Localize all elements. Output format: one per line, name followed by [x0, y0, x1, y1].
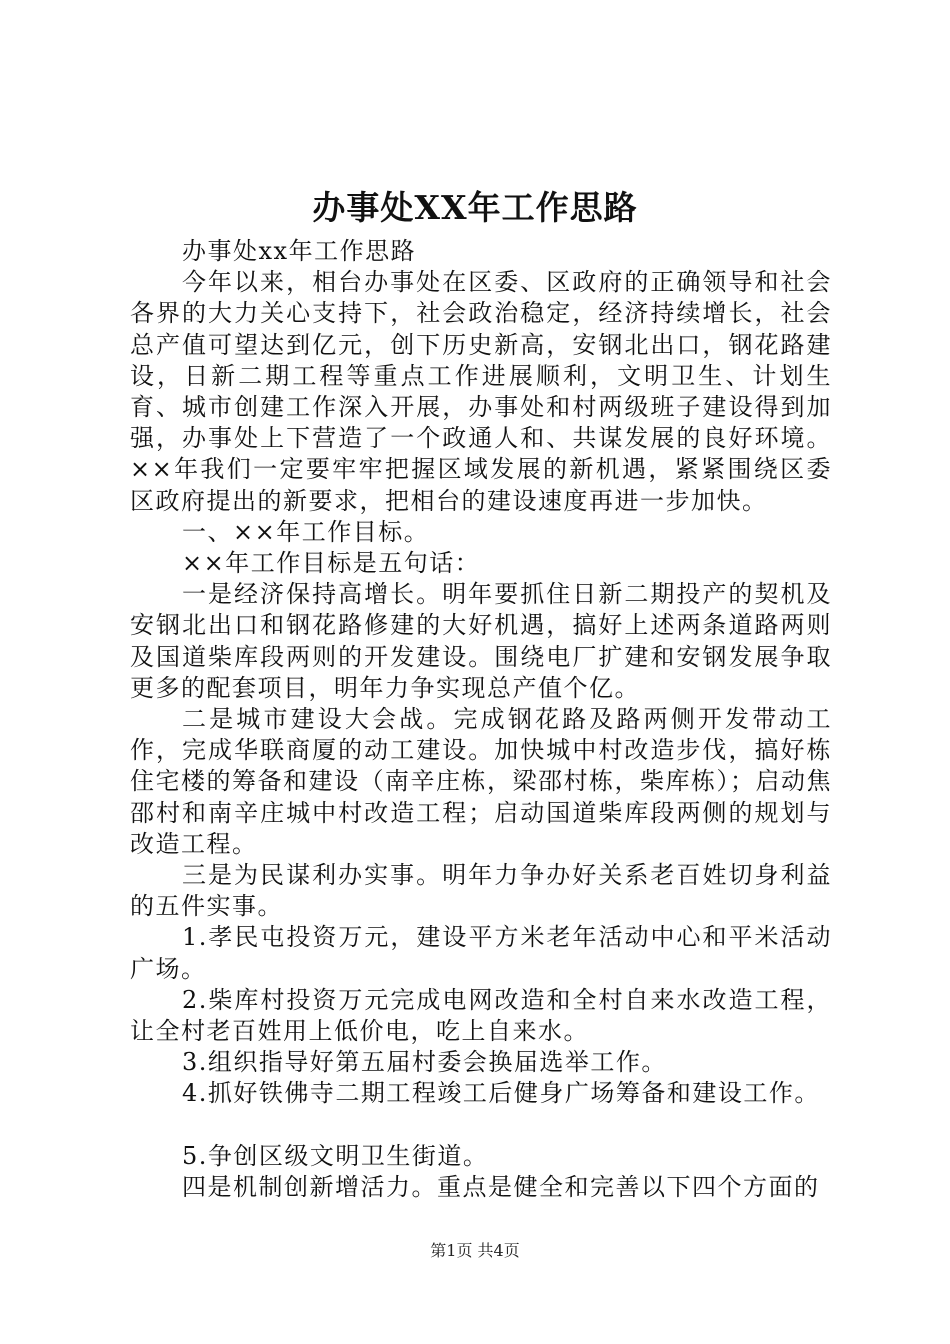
goal-three-paragraph: 三是为民谋利办实事。明年力争办好关系老百姓切身利益的五件实事。: [130, 861, 832, 921]
goal-two-paragraph: 二是城市建设大会战。完成钢花路及路两侧开发带动工作，完成华联商厦的动工建设。加快城中村改造步伐，搞好栋住宅楼的筹备和建设（南辛庄栋，梁邵村栋，柴库栋）；启动焦邵村和南辛庄城中村改造工程；启动国道柴库段两侧的规划与改造工程。: [130, 705, 832, 858]
list-item: 4.抓好铁佛寺二期工程竣工后健身广场筹备和建设工作。: [182, 1079, 820, 1108]
document-title: 办事处XX年工作思路: [312, 188, 638, 227]
goals-intro-paragraph: ××年工作目标是五句话：: [182, 549, 481, 578]
page-footer: 第1页 共4页: [430, 1241, 520, 1260]
goal-one-paragraph: 一是经济保持高增长。明年要抓住日新二期投产的契机及安钢北出口和钢花路修建的大好机遇，搞好上述两条道路两则及国道柴库段两则的开发建设。围绕电厂扩建和安钢发展争取更多的配套项目，明年力争实现总产值个亿。: [130, 580, 832, 702]
subtitle-paragraph: 办事处xx年工作思路: [182, 237, 417, 265]
list-item: 1.孝民屯投资万元，建设平方米老年活动中心和平米活动广场。: [130, 923, 832, 983]
list-item: 3.组织指导好第五届村委会换届选举工作。: [182, 1048, 667, 1077]
goal-four-paragraph: 四是机制创新增活力。重点是健全和完善以下四个方面的: [182, 1172, 820, 1201]
section-heading: 一、××年工作目标。: [182, 517, 430, 546]
intro-paragraph: 今年以来，相台办事处在区委、区政府的正确领导和社会各界的大力关心支持下，社会政治稳定，经济持续增长，社会总产值可望达到亿元，创下历史新高，安钢北出口，钢花路建设，日新二期工程等重点工作进展顺利，文明卫生、计划生育、城市创建工作深入开展，办事处和村两级班子建设得到加强，办事处上下营造了一个政通人和、共谋发展的良好环境。××年我们一定要牢牢把握区域发展的新机遇，紧紧围绕区委区政府提出的新要求，把相台的建设速度再进一步加快。: [130, 268, 832, 515]
document-body: [130, 236, 832, 1203]
list-item: 5.争创区级文明卫生街道。: [182, 1141, 489, 1170]
list-item: 2.柴库村投资万元完成电网改造和全村自来水改造工程，让全村老百姓用上低价电，吃上自来水。: [130, 985, 832, 1046]
